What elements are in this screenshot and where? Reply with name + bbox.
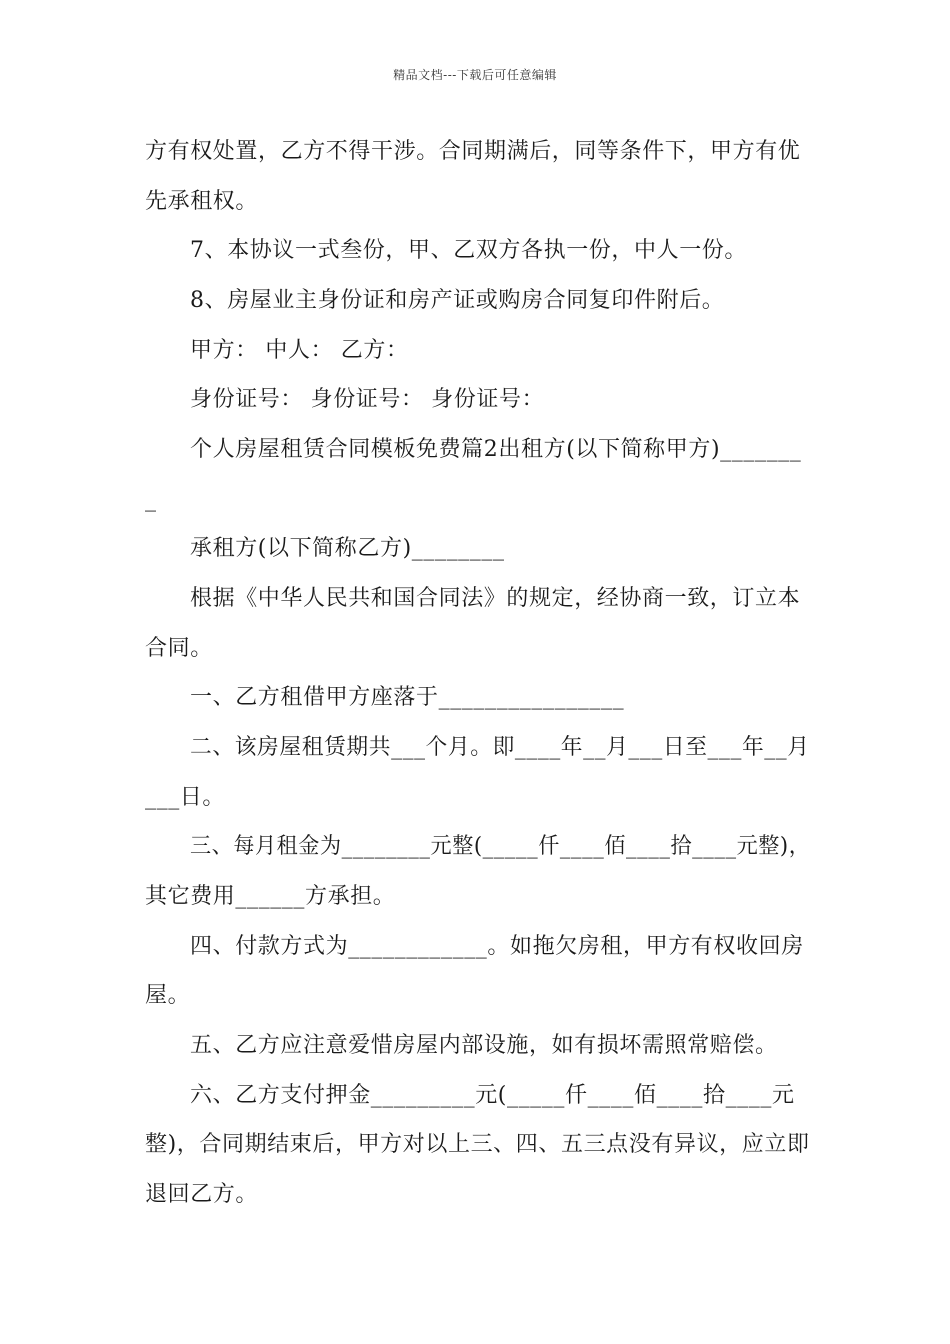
contract-title-line: 个人房屋租赁合同模板免费篇2出租方(以下简称甲方)_______ <box>190 437 802 462</box>
paragraph-line: 整)，合同期结束后，甲方对以上三、四、五三点没有异议，应立即 <box>145 1132 810 1157</box>
paragraph-line: 先承租权。 <box>145 189 259 214</box>
clause-6: 六、乙方支付押金_________元(_____仟____佰____拾____元 <box>190 1083 795 1108</box>
paragraph-line: _ <box>145 487 157 512</box>
paragraph-line: 方有权处置，乙方不得干涉。合同期满后，同等条件下，甲方有优 <box>145 139 801 164</box>
paragraph-line: 8、房屋业主身份证和房产证或购房合同复印件附后。 <box>190 288 725 313</box>
clause-3: 三、每月租金为________元整(_____仟____佰____拾____元整)， <box>190 834 811 859</box>
paragraph-line: 退回乙方。 <box>145 1182 259 1207</box>
page-header: 精品文档---下载后可任意编辑 <box>393 68 557 82</box>
paragraph-line: 其它费用______方承担。 <box>145 884 396 909</box>
id-number-line: 身份证号： 身份证号： 身份证号： <box>190 387 545 412</box>
paragraph-line: 7、本协议一式叁份，甲、乙双方各执一份，中人一份。 <box>190 238 747 263</box>
signature-parties-line: 甲方： 中人： 乙方： <box>190 338 409 363</box>
clause-2: 二、该房屋租赁期共___个月。即____年__月___日至___年__月 <box>190 735 810 760</box>
paragraph-line: ___日。 <box>145 785 226 810</box>
paragraph-line: 合同。 <box>145 636 213 661</box>
paragraph-line: 根据《中华人民共和国合同法》的规定，经协商一致，订立本 <box>190 586 801 611</box>
clause-4: 四、付款方式为____________。如拖欠房租，甲方有权收回房 <box>190 934 804 959</box>
paragraph-line: 承租方(以下简称乙方)________ <box>190 536 505 561</box>
paragraph-line: 屋。 <box>145 983 191 1008</box>
clause-5: 五、乙方应注意爱惜房屋内部设施，如有损坏需照常赔偿。 <box>190 1033 778 1058</box>
clause-1: 一、乙方租借甲方座落于________________ <box>190 685 625 710</box>
